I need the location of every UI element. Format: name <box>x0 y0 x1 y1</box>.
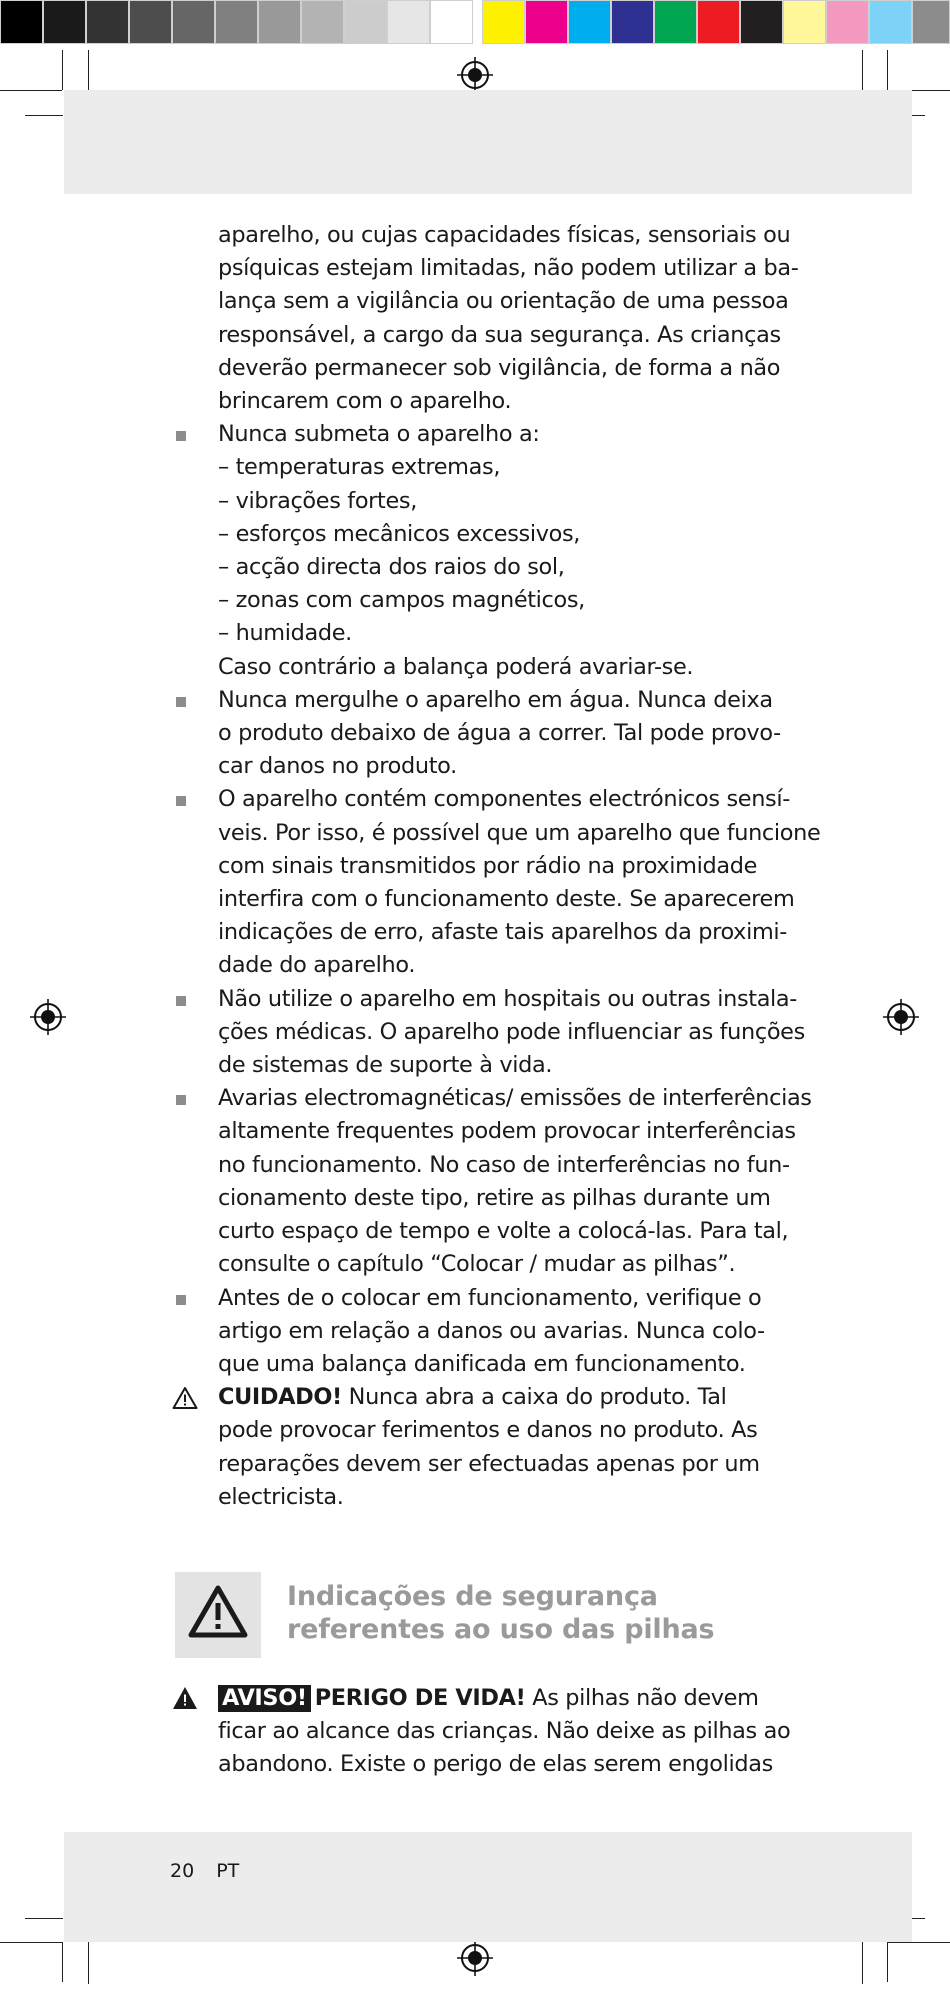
text-line: com sinais transmitidos por rádio na proximidade <box>218 852 758 879</box>
text-line: indicações de erro, afaste tais aparelhos da proximi- <box>218 919 788 946</box>
safety-text-body <box>170 219 821 1514</box>
color-swatch <box>912 0 950 44</box>
text-line: consulte o capítulo “Colocar / mudar as pilhas”. <box>218 1251 736 1278</box>
text-line: aparelho, ou cujas capacidades físicas, sensoriais ou <box>218 222 791 248</box>
crop-mark <box>62 50 63 90</box>
gray-swatch <box>387 0 430 44</box>
gray-swatch <box>86 0 129 44</box>
text-line: O aparelho contém componentes electrónicos sensí- <box>218 786 790 813</box>
gray-swatch <box>258 0 301 44</box>
registration-mark-icon <box>30 999 66 1035</box>
text-line: dade do aparelho. <box>218 952 416 979</box>
text-line: responsável, a cargo da sua segurança. As crianças <box>218 321 781 348</box>
square-bullet-icon <box>174 418 188 451</box>
text-line: pode provocar ferimentos e danos no produto. As <box>218 1417 758 1444</box>
text-line: no funcionamento. No caso de interferências no fun- <box>218 1151 790 1178</box>
section-title-line: Indicações de segurança <box>287 1581 658 1612</box>
color-swatch <box>783 0 826 44</box>
list-item <box>170 983 805 1083</box>
square-bullet-icon <box>174 783 188 816</box>
text-line: Avarias electromagnéticas/ emissões de interferências <box>218 1085 812 1112</box>
text-line: – humidade. <box>218 620 352 647</box>
text-line: car danos no produto. <box>218 753 457 780</box>
text-line: reparações devem ser efectuadas apenas por um <box>218 1450 760 1477</box>
crop-mark <box>862 1936 863 1984</box>
language-code: PT <box>216 1860 240 1882</box>
section-title-line: referentes ao uso das pilhas <box>287 1614 715 1645</box>
caution-first-line <box>218 1381 790 1414</box>
text-line: o produto debaixo de água a correr. Tal pode provo- <box>218 720 781 747</box>
caution-label: CUIDADO! <box>218 1384 342 1411</box>
text-line: Não utilize o aparelho em hospitais ou outras instala- <box>218 985 798 1012</box>
text-line: – zonas com campos magnéticos, <box>218 587 585 614</box>
warning-triangle-filled-icon <box>172 1686 198 1710</box>
crop-mark <box>25 115 63 116</box>
crop-mark <box>888 1942 950 1943</box>
gray-swatch <box>0 0 43 44</box>
page-number: 20 <box>170 1860 195 1882</box>
color-calibration-strip <box>0 0 950 46</box>
gray-swatch <box>43 0 86 44</box>
gray-swatch <box>301 0 344 44</box>
text-line: artigo em relação a danos ou avarias. Nunca colo- <box>218 1317 765 1344</box>
list-item <box>170 783 821 982</box>
color-swatch <box>740 0 783 44</box>
registration-mark-icon <box>457 1940 493 1976</box>
text-line: – vibrações fortes, <box>218 487 417 514</box>
text-line: Antes de o colocar em funcionamento, verifique o <box>218 1284 762 1311</box>
text-line: – acção directa dos raios do sol, <box>218 554 565 581</box>
gray-swatch <box>344 0 387 44</box>
text-line: ções médicas. O aparelho pode influenciar as funções <box>218 1018 805 1045</box>
caution-lines <box>218 1414 790 1514</box>
aviso-badge: AVISO! <box>218 1685 311 1712</box>
aviso-first-line <box>218 1682 790 1715</box>
color-swatch <box>482 0 525 44</box>
aviso-lines <box>218 1715 790 1781</box>
text-line: abandono. Existe o perigo de elas serem engolidas <box>218 1751 773 1778</box>
header-band <box>64 90 912 194</box>
text-line: altamente frequentes podem provocar interferências <box>218 1118 796 1145</box>
registration-mark-icon <box>457 57 493 93</box>
text-line: Nunca submeta o aparelho a: <box>218 421 540 448</box>
text-line: veis. Por isso, é possível que um aparelho que funcione <box>218 819 821 846</box>
text-line: curto espaço de tempo e volte a colocá-las. Para tal, <box>218 1218 789 1245</box>
square-bullet-icon <box>174 684 188 717</box>
color-swatch <box>697 0 740 44</box>
square-bullet-icon <box>174 983 188 1016</box>
warning-triangle-icon <box>175 1572 261 1658</box>
crop-mark <box>887 50 888 90</box>
text-line: deverão permanecer sob vigilância, de forma a não <box>218 354 781 381</box>
text-line: ficar ao alcance das crianças. Não deixe as pilhas ao <box>218 1718 791 1745</box>
list-item <box>170 1282 790 1382</box>
text-line: electricista. <box>218 1483 344 1510</box>
gray-swatch <box>215 0 258 44</box>
safety-list <box>170 418 821 1381</box>
text-line: cionamento deste tipo, retire as pilhas durante um <box>218 1184 771 1211</box>
color-swatch <box>611 0 654 44</box>
color-swatch <box>525 0 568 44</box>
square-bullet-icon <box>174 1082 188 1115</box>
registration-mark-icon <box>883 999 919 1035</box>
square-bullet-icon <box>174 1282 188 1315</box>
text-line: que uma balança danificada em funcionamento. <box>218 1350 746 1377</box>
text-line: lança sem a vigilância ou orientação de uma pessoa <box>218 288 789 315</box>
text-line: Nunca mergulhe o aparelho em água. Nunca deixa <box>218 686 773 713</box>
list-item <box>170 684 790 784</box>
page-footer <box>170 1858 261 1884</box>
footer-band <box>64 1832 912 1942</box>
gray-swatch <box>172 0 215 44</box>
gray-swatch <box>430 0 473 44</box>
crop-mark <box>88 1936 89 1984</box>
text-line: de sistemas de suporte à vida. <box>218 1052 553 1079</box>
text-line: Caso contrário a balança poderá avariar-se. <box>218 653 694 680</box>
crop-mark <box>887 1942 888 1982</box>
aviso-label: PERIGO DE VIDA! <box>314 1685 526 1711</box>
text-line: brincarem com o aparelho. <box>218 388 512 415</box>
list-item <box>170 1082 812 1281</box>
aviso-text: As pilhas não devem <box>525 1685 759 1711</box>
intro-paragraph <box>170 219 799 418</box>
text-line: psíquicas estejam limitadas, não podem utilizar a ba- <box>218 255 799 282</box>
crop-mark <box>25 1918 63 1919</box>
section-icon-box <box>175 1572 261 1658</box>
text-line: – temperaturas extremas, <box>218 454 501 481</box>
aviso-warning-block <box>170 1682 790 1782</box>
gray-swatch <box>129 0 172 44</box>
section-title <box>287 1580 714 1646</box>
caution-text: Nunca abra a caixa do produto. Tal <box>341 1384 727 1411</box>
color-swatch <box>826 0 869 44</box>
text-line: – esforços mecânicos excessivos, <box>218 520 581 547</box>
color-swatch <box>568 0 611 44</box>
crop-mark <box>0 1942 62 1943</box>
aviso-item <box>170 1682 790 1782</box>
crop-mark <box>62 1942 63 1982</box>
text-line: interfira com o funcionamento deste. Se aparecerem <box>218 886 795 913</box>
color-swatch <box>654 0 697 44</box>
caution-item <box>170 1381 790 1514</box>
warning-triangle-icon <box>172 1386 198 1410</box>
section-heading <box>175 1572 795 1658</box>
color-swatch <box>869 0 912 44</box>
list-item <box>170 418 790 684</box>
crop-mark <box>0 90 62 91</box>
